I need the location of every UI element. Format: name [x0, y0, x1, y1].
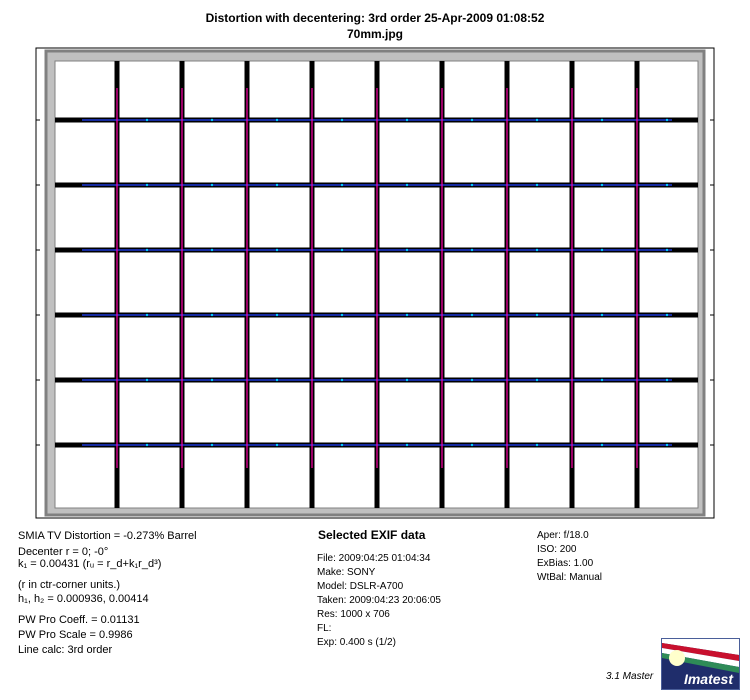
fit-point	[666, 119, 668, 121]
fit-point	[276, 249, 278, 251]
fit-point	[406, 249, 408, 251]
fit-point	[601, 119, 603, 121]
fit-point	[341, 119, 343, 121]
fit-point	[536, 119, 538, 121]
exif-heading: Selected EXIF data	[318, 528, 426, 542]
fit-point	[211, 249, 213, 251]
h-values: h₁, h₂ = 0.000936, 0.00414	[18, 593, 149, 605]
k1-value: k₁ = 0.00431 (rᵤ = r_d+k₁r_d³)	[18, 558, 162, 570]
fit-point	[211, 379, 213, 381]
exif-file: File: 2009:04:25 01:04:34	[317, 553, 431, 564]
aperture-value: Aper: f/18.0	[537, 530, 589, 541]
fit-point	[536, 184, 538, 186]
fit-point	[341, 444, 343, 446]
fit-point	[666, 314, 668, 316]
fit-point	[601, 379, 603, 381]
fit-point	[276, 184, 278, 186]
exif-make: Make: SONY	[317, 567, 376, 578]
fit-point	[211, 184, 213, 186]
exif-res: Res: 1000 x 706	[317, 609, 390, 620]
fit-point	[471, 314, 473, 316]
fit-point	[146, 444, 148, 446]
fit-point	[536, 379, 538, 381]
imatest-logo	[661, 638, 740, 690]
fit-point	[536, 249, 538, 251]
fit-point	[536, 314, 538, 316]
fit-point	[211, 119, 213, 121]
fit-point	[406, 119, 408, 121]
fit-point	[276, 444, 278, 446]
decenter-value: Decenter r = 0; -0°	[18, 546, 109, 558]
fit-point	[471, 249, 473, 251]
fit-point	[406, 314, 408, 316]
exif-fl: FL:	[317, 623, 332, 634]
fit-point	[341, 249, 343, 251]
fit-point	[536, 444, 538, 446]
fit-point	[666, 379, 668, 381]
pw-pro-scale: PW Pro Scale = 0.9986	[18, 629, 133, 641]
fit-point	[146, 314, 148, 316]
fit-point	[601, 249, 603, 251]
fit-point	[471, 444, 473, 446]
fit-point	[666, 249, 668, 251]
fit-point	[276, 119, 278, 121]
logo-text: Imatest	[683, 671, 733, 687]
fit-point	[146, 119, 148, 121]
line-calc: Line calc: 3rd order	[18, 644, 113, 656]
fit-point	[601, 314, 603, 316]
fit-point	[211, 444, 213, 446]
fit-point	[211, 314, 213, 316]
version-label: 3.1 Master	[606, 671, 654, 682]
exif-exp: Exp: 0.400 s (1/2)	[317, 637, 396, 648]
wtbal-value: WtBal: Manual	[537, 572, 603, 583]
fit-point	[471, 184, 473, 186]
units-note: (r in ctr-corner units.)	[18, 579, 121, 591]
fit-point	[276, 314, 278, 316]
fit-point	[406, 379, 408, 381]
fit-point	[471, 379, 473, 381]
fit-point	[601, 444, 603, 446]
fit-point	[666, 444, 668, 446]
fit-point	[406, 184, 408, 186]
fit-point	[341, 184, 343, 186]
fit-point	[146, 379, 148, 381]
pw-pro-coeff: PW Pro Coeff. = 0.01131	[18, 614, 140, 626]
fit-point	[276, 379, 278, 381]
iso-value: ISO: 200	[537, 544, 577, 555]
chart-title-line1: Distortion with decentering: 3rd order 25-Apr-2009 01:08:52	[205, 11, 545, 25]
exif-taken: Taken: 2009:04:23 20:06:05	[317, 595, 441, 606]
fit-point	[146, 184, 148, 186]
fit-point	[341, 314, 343, 316]
exif-model: Model: DSLR-A700	[317, 581, 404, 592]
fit-point	[341, 379, 343, 381]
fit-point	[406, 444, 408, 446]
fit-point	[666, 184, 668, 186]
chart-title-line2: 70mm.jpg	[346, 27, 403, 41]
fit-point	[471, 119, 473, 121]
fit-point	[146, 249, 148, 251]
exbias-value: ExBias: 1.00	[537, 558, 594, 569]
smia-distortion: SMIA TV Distortion = -0.273% Barrel	[18, 530, 197, 542]
fit-point	[601, 184, 603, 186]
